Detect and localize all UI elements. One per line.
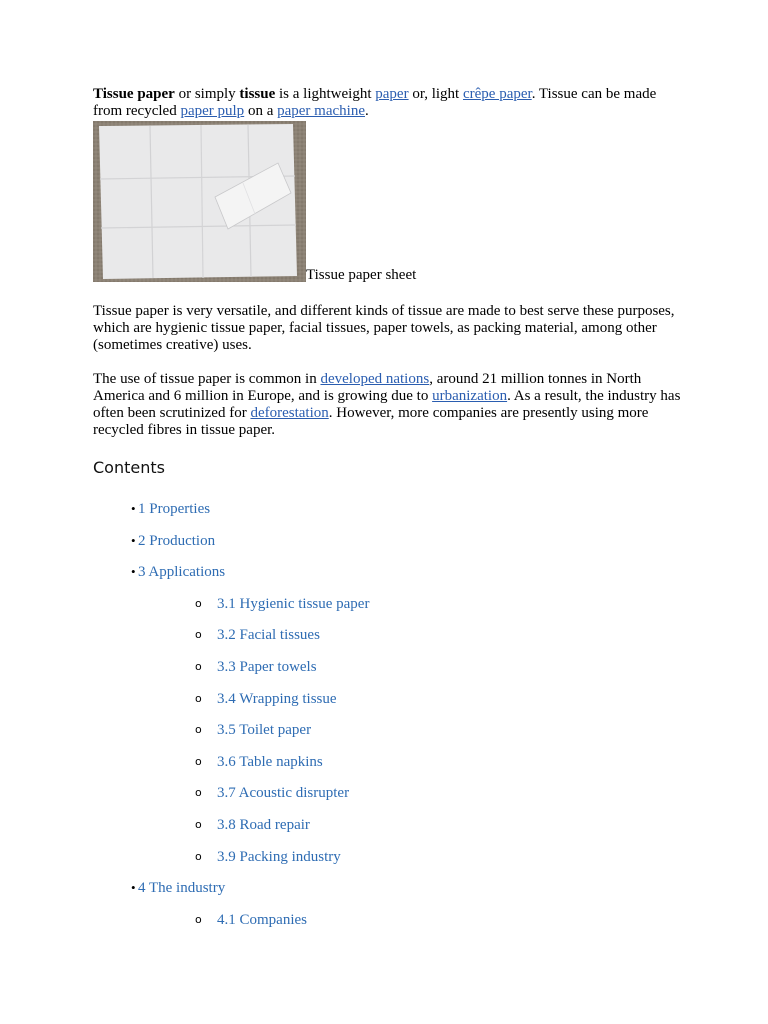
toc-link[interactable]: 4.1 Companies	[217, 911, 307, 928]
circle-bullet-icon: o	[195, 912, 202, 926]
bullet-icon: •	[131, 880, 136, 896]
toc-link[interactable]: 3.6 Table napkins	[217, 753, 323, 770]
intro-text: .	[364, 103, 369, 119]
circle-bullet-icon: o	[195, 818, 202, 831]
link-crepe-paper[interactable]: crêpe paper	[462, 86, 532, 102]
toc-link[interactable]: 2 Production	[138, 532, 216, 549]
intro-text: is a lightweight	[275, 86, 376, 102]
toc-item[interactable]	[195, 815, 310, 835]
para-text: The use of tissue paper is common in	[93, 371, 321, 387]
circle-bullet-icon: o	[195, 723, 202, 737]
toc-item[interactable]	[195, 847, 341, 867]
toc-item[interactable]	[131, 499, 210, 519]
para-text: , around 21 million tonnes in North America and 6 million in Europe, and is growing due to	[93, 371, 642, 404]
bullet-icon: •	[131, 564, 136, 580]
link-developed-nations[interactable]: developed nations	[320, 371, 430, 387]
toc-link[interactable]: 3.7 Acoustic disrupter	[217, 785, 350, 802]
toc-item[interactable]	[131, 562, 225, 582]
bullet-icon: •	[131, 532, 136, 548]
circle-bullet-icon: o	[195, 754, 202, 768]
toc-item[interactable]	[131, 531, 215, 551]
toc-item[interactable]	[195, 594, 369, 614]
para-text: . As a result, the industry has often been scrutinized for	[93, 388, 681, 421]
intro-text: . Tissue can be made from recycled	[93, 86, 657, 119]
toc-item[interactable]	[195, 625, 320, 645]
link-urbanization[interactable]: urbanization	[432, 388, 508, 404]
circle-bullet-icon: o	[195, 628, 202, 642]
toc-item[interactable]	[195, 752, 323, 772]
term-tissue: tissue	[239, 86, 276, 102]
toc-link[interactable]: 3 Applications	[138, 564, 226, 581]
toc-item[interactable]	[131, 878, 225, 898]
link-deforestation[interactable]: deforestation	[250, 405, 329, 421]
bullet-icon: •	[131, 501, 136, 516]
toc-link[interactable]: 3.5 Toilet paper	[217, 722, 312, 739]
circle-bullet-icon: o	[195, 691, 202, 705]
circle-bullet-icon: o	[195, 596, 202, 610]
toc-link[interactable]: 3.9 Packing industry	[217, 848, 341, 865]
figure	[93, 121, 683, 282]
toc-link[interactable]: 4 The industry	[138, 880, 226, 897]
circle-bullet-icon: o	[195, 849, 202, 863]
usage-paragraph	[93, 371, 683, 439]
intro-text: or simply	[174, 86, 240, 102]
toc-link[interactable]: 3.1 Hygienic tissue paper	[217, 595, 370, 612]
toc-item[interactable]	[195, 720, 311, 740]
versatility-paragraph: Tissue paper is very versatile, and different kinds of tissue are made to best serve these purposes, which are hygienic tissue paper, facial tissues, paper towels, as packing material, among other (sometimes creative) uses.	[93, 303, 675, 353]
link-paper-machine[interactable]: paper machine	[277, 103, 365, 119]
intro-text: on a	[244, 103, 278, 119]
contents-heading: Contents	[93, 458, 165, 477]
toc-item[interactable]	[195, 783, 349, 803]
link-paper[interactable]: paper	[375, 86, 409, 102]
para-text: . However, more companies are presently using more recycled fibres in tissue paper.	[93, 405, 649, 438]
toc-item[interactable]	[195, 657, 317, 677]
intro-paragraph	[93, 86, 683, 120]
toc-item[interactable]	[195, 910, 307, 930]
toc-link[interactable]: 3.4 Wrapping tissue	[217, 690, 337, 707]
toc-link[interactable]: 1 Properties	[138, 501, 211, 517]
circle-bullet-icon: o	[195, 660, 202, 673]
toc-item[interactable]	[195, 689, 337, 709]
link-paper-pulp[interactable]: paper pulp	[180, 103, 245, 119]
intro-text: or, light	[408, 86, 463, 102]
term-tissue-paper: Tissue paper	[93, 86, 175, 102]
toc-link[interactable]: 3.3 Paper towels	[217, 659, 317, 675]
tissue-paper-photo	[93, 121, 306, 282]
circle-bullet-icon: o	[195, 786, 202, 800]
tissue-paper-illustration	[93, 121, 306, 282]
article-body	[93, 86, 683, 478]
toc-link[interactable]: 3.2 Facial tissues	[217, 627, 320, 644]
toc-link[interactable]: 3.8 Road repair	[217, 817, 310, 833]
figure-caption: Tissue paper sheet	[306, 267, 417, 283]
